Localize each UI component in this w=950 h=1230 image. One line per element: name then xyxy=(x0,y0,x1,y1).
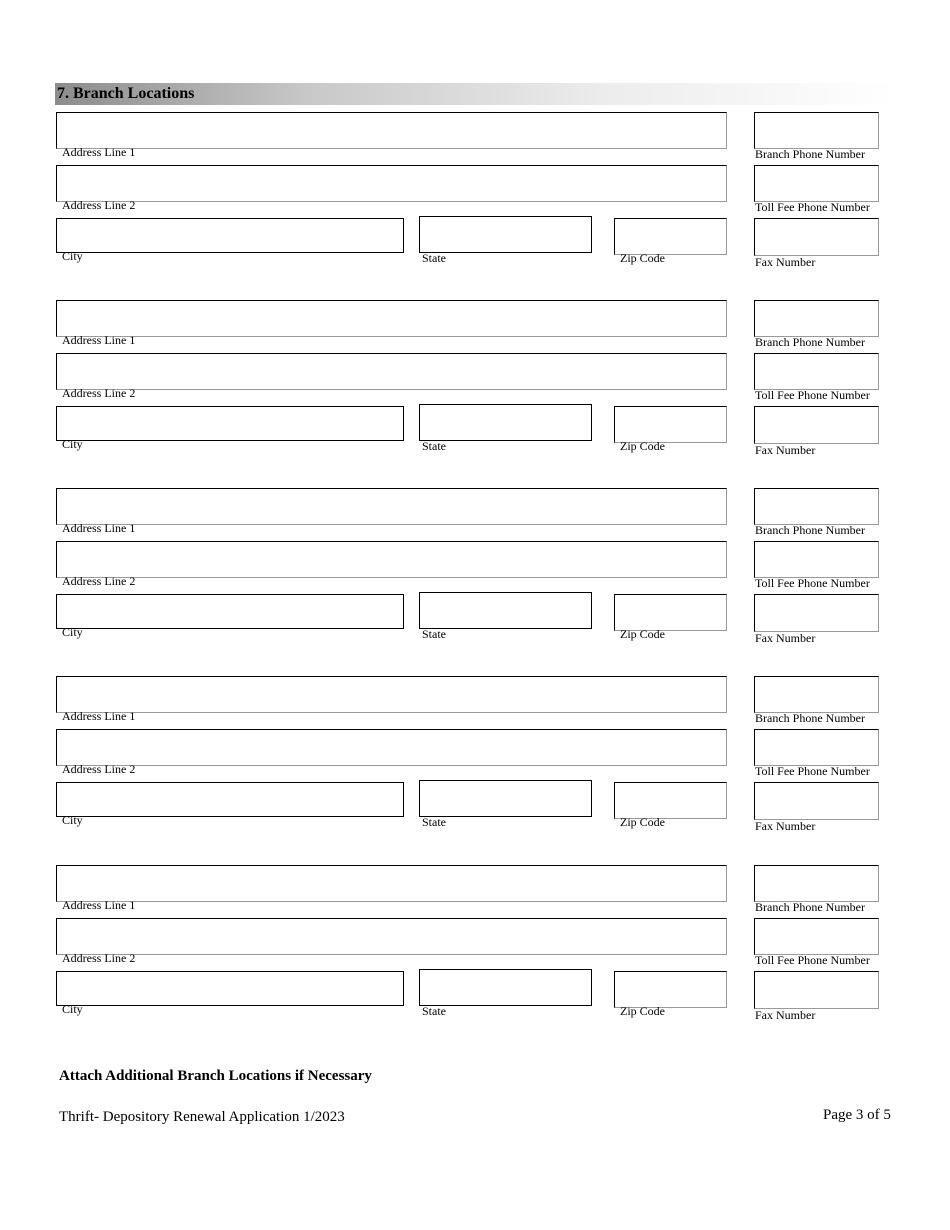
branch-block-3 xyxy=(0,459,950,645)
branch-phone-label: Branch Phone Number xyxy=(755,711,865,725)
branch-phone-label: Branch Phone Number xyxy=(755,147,865,161)
city-field[interactable] xyxy=(56,218,404,253)
toll-fee-phone-field[interactable] xyxy=(754,541,879,578)
fax-number-field[interactable] xyxy=(754,971,879,1009)
zip-code-field[interactable] xyxy=(614,782,727,819)
toll-fee-phone-label: Toll Fee Phone Number xyxy=(755,576,870,590)
address-line-1-label: Address Line 1 xyxy=(62,521,136,535)
fax-number-field[interactable] xyxy=(754,782,879,820)
address-line-2-field[interactable] xyxy=(56,729,727,766)
section-title: 7. Branch Locations xyxy=(57,85,195,102)
fax-number-label: Fax Number xyxy=(755,819,816,833)
state-label: State xyxy=(422,1004,446,1018)
address-line-2-label: Address Line 2 xyxy=(62,198,136,212)
address-line-1-field[interactable] xyxy=(56,865,727,902)
city-label: City xyxy=(62,437,83,451)
fax-number-label: Fax Number xyxy=(755,1008,816,1022)
branch-phone-field[interactable] xyxy=(754,488,879,525)
branch-phone-field[interactable] xyxy=(754,676,879,713)
fax-number-label: Fax Number xyxy=(755,443,816,457)
city-label: City xyxy=(62,1002,83,1016)
state-label: State xyxy=(422,627,446,641)
toll-fee-phone-field[interactable] xyxy=(754,353,879,390)
state-field[interactable] xyxy=(419,592,592,629)
city-field[interactable] xyxy=(56,782,404,817)
address-line-2-label: Address Line 2 xyxy=(62,762,136,776)
city-label: City xyxy=(62,813,83,827)
zip-code-label: Zip Code xyxy=(620,1004,665,1018)
city-field[interactable] xyxy=(56,971,404,1006)
address-line-2-field[interactable] xyxy=(56,541,727,578)
toll-fee-phone-label: Toll Fee Phone Number xyxy=(755,953,870,967)
fax-number-field[interactable] xyxy=(754,594,879,632)
city-label: City xyxy=(62,249,83,263)
toll-fee-phone-field[interactable] xyxy=(754,165,879,202)
branch-block-2 xyxy=(0,271,950,457)
zip-code-field[interactable] xyxy=(614,971,727,1008)
branch-block-4 xyxy=(0,647,950,833)
address-line-2-field[interactable] xyxy=(56,165,727,202)
attach-additional-note: Attach Additional Branch Locations if Necessary xyxy=(59,1068,372,1084)
branch-phone-label: Branch Phone Number xyxy=(755,900,865,914)
address-line-1-field[interactable] xyxy=(56,676,727,713)
address-line-2-label: Address Line 2 xyxy=(62,386,136,400)
zip-code-field[interactable] xyxy=(614,406,727,443)
address-line-1-field[interactable] xyxy=(56,300,727,337)
address-line-1-label: Address Line 1 xyxy=(62,333,136,347)
branch-block-1 xyxy=(0,83,950,269)
city-label: City xyxy=(62,625,83,639)
branch-block-5 xyxy=(0,836,950,1022)
city-field[interactable] xyxy=(56,594,404,629)
state-field[interactable] xyxy=(419,969,592,1006)
address-line-1-label: Address Line 1 xyxy=(62,709,136,723)
address-line-1-label: Address Line 1 xyxy=(62,145,136,159)
toll-fee-phone-label: Toll Fee Phone Number xyxy=(755,764,870,778)
address-line-1-field[interactable] xyxy=(56,112,727,149)
state-label: State xyxy=(422,439,446,453)
zip-code-label: Zip Code xyxy=(620,627,665,641)
fax-number-label: Fax Number xyxy=(755,255,816,269)
branch-phone-field[interactable] xyxy=(754,112,879,149)
address-line-1-field[interactable] xyxy=(56,488,727,525)
address-line-2-field[interactable] xyxy=(56,353,727,390)
zip-code-label: Zip Code xyxy=(620,251,665,265)
address-line-2-label: Address Line 2 xyxy=(62,574,136,588)
state-field[interactable] xyxy=(419,404,592,441)
address-line-2-field[interactable] xyxy=(56,918,727,955)
city-field[interactable] xyxy=(56,406,404,441)
branch-phone-field[interactable] xyxy=(754,300,879,337)
toll-fee-phone-field[interactable] xyxy=(754,918,879,955)
branch-phone-label: Branch Phone Number xyxy=(755,523,865,537)
zip-code-field[interactable] xyxy=(614,218,727,255)
zip-code-label: Zip Code xyxy=(620,815,665,829)
state-label: State xyxy=(422,815,446,829)
toll-fee-phone-field[interactable] xyxy=(754,729,879,766)
footer-page-number: Page 3 of 5 xyxy=(823,1107,891,1123)
branch-phone-label: Branch Phone Number xyxy=(755,335,865,349)
fax-number-field[interactable] xyxy=(754,406,879,444)
zip-code-field[interactable] xyxy=(614,594,727,631)
zip-code-label: Zip Code xyxy=(620,439,665,453)
state-label: State xyxy=(422,251,446,265)
address-line-2-label: Address Line 2 xyxy=(62,951,136,965)
state-field[interactable] xyxy=(419,780,592,817)
fax-number-label: Fax Number xyxy=(755,631,816,645)
fax-number-field[interactable] xyxy=(754,218,879,256)
toll-fee-phone-label: Toll Fee Phone Number xyxy=(755,388,870,402)
toll-fee-phone-label: Toll Fee Phone Number xyxy=(755,200,870,214)
address-line-1-label: Address Line 1 xyxy=(62,898,136,912)
branch-phone-field[interactable] xyxy=(754,865,879,902)
footer-form-name: Thrift- Depository Renewal Application 1/2023 xyxy=(59,1109,345,1125)
state-field[interactable] xyxy=(419,216,592,253)
